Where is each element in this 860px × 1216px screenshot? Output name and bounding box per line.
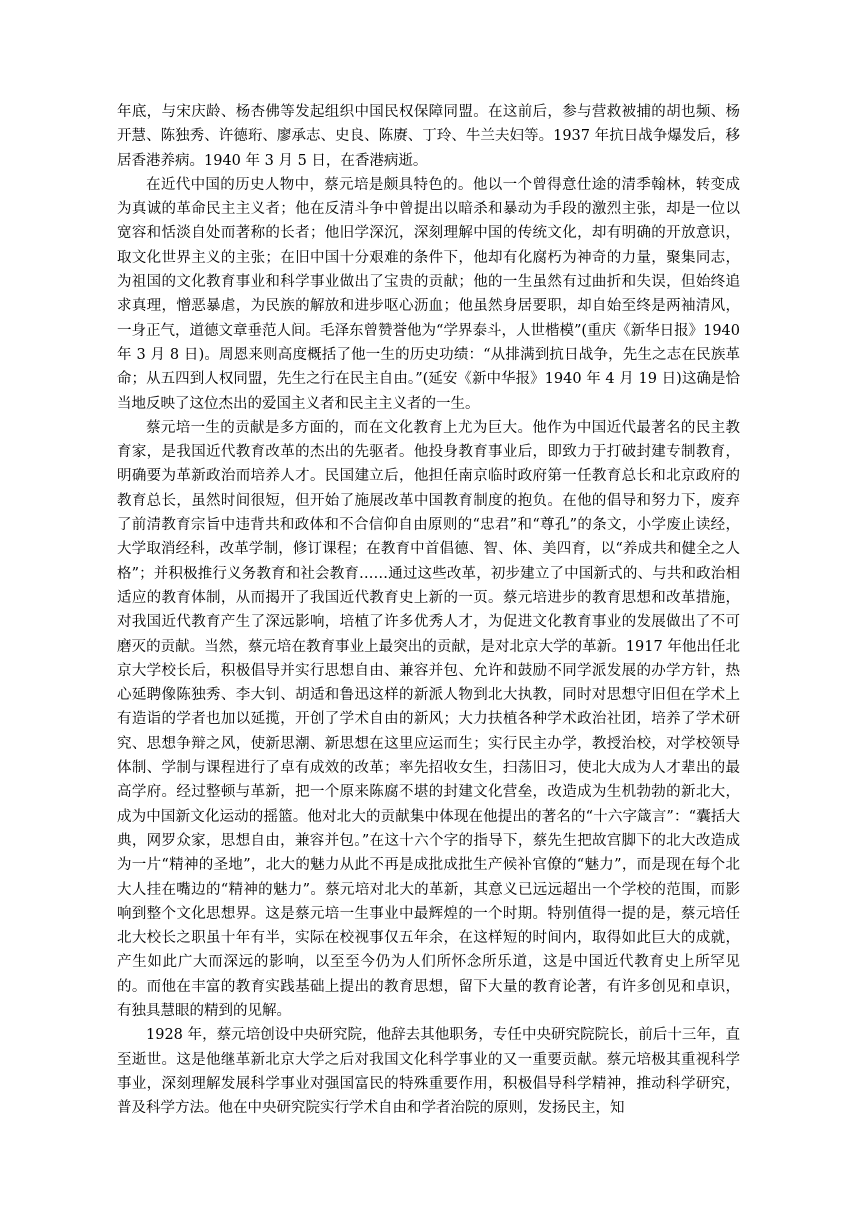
paragraph-continuation: 年底，与宋庆龄、杨杏佛等发起组织中国民权保障同盟。在这前后，参与营救被捕的胡也频、杨开慧、陈独秀、许德珩、廖承志、史良、陈赓、丁玲、牛兰夫妇等。1937 年抗日战争爆发后，移居香港养病。1940 年 3 月 5 日，在香港病逝。 xyxy=(117,104,740,169)
paragraph-education-contribution: 蔡元培一生的贡献是多方面的，而在文化教育上尤为巨大。他作为中国近代最著名的民主教育家，是我国近代教育改革的杰出的先驱者。他投身教育事业后，即致力于打破封建专制教育，明确要为革新政治而培养人才。民国建立后，他担任南京临时政府第一任教育总长和北京政府的教育总长，虽然时间很短，但开始了施展改革中国教育制度的抱负。在他的倡导和努力下，废弃了前清教育宗旨中违背共和政体和不合信仰自由原则的“忠君”和“尊孔”的条文，小学废止读经，大学取消经科，改革学制，修订课程；在教育中首倡德、智、体、美四育，以“养成共和健全之人格”；并积极推行义务教育和社会教育……通过这些改革，初步建立了中国新式的、与共和政治相适应的教育体制，从而揭开了我国近代教育史上新的一页。蔡元培进步的教育思想和改革措施，对我国近代教育产生了深远影响，培植了许多优秀人才，为促进文化教育事业的发展做出了不可磨灭的贡献。当然，蔡元培在教育事业上最突出的贡献，是对北京大学的革新。1917 年他出任北京大学校长后，积极倡导并实行思想自由、兼容并包、允许和鼓励不同学派发展的办学方针，热心延聘像陈独秀、李大钊、胡适和鲁迅这样的新派人物到北大执教，同时对思想守旧但在学术上有造诣的学者也加以延揽，开创了学术自由的新风；大力扶植各种学术政治社团，培养了学术研究、思想争辩之风，使新思潮、新思想在这里应运而生；实行民主办学，教授治校，对学校领导体制、学制与课程进行了卓有成效的改革；率先招收女生，扫荡旧习，使北大成为人才辈出的最高学府。经过整顿与革新，把一个原来陈腐不堪的封建文化营垒，改造成为生机勃勃的新北大，成为中国新文化运动的摇篮。他对北大的贡献集中体现在他提出的著名的“十六字箴言”：“囊括大典，网罗众家，思想自由，兼容并包。”在这十六个字的指导下，蔡先生把故宫脚下的北大改造成为一片“精神的圣地”，北大的魅力从此不再是成批成批生产候补官僚的“魅力”，而是现在每个北大人挂在嘴边的“精神的魅力”。蔡元培对北大的革新，其意义已远远超出一个学校的范围，而影响到整个文化思想界。这是蔡元培一生事业中最辉煌的一个时期。特别值得一提的是，蔡元培任北大校长之职虽十年有半，实际在校视事仅五年余，在这样短的时间内，取得如此巨大的成就，产生如此广大而深远的影响，以至至今仍为人们所怀念所乐道，这是中国近代教育史上所罕见的。而他在丰富的教育实践基础上提出的教育思想，留下大量的教育论著，有许多创见和卓识，有独具慧眼的精到的见解。 xyxy=(117,419,740,1019)
paragraph-academia-sinica: 1928 年，蔡元培创设中央研究院，他辞去其他职务，专任中央研究院院长，前后十三年，直至逝世。这是他继革新北京大学之后对我国文化科学事业的又一重要贡献。蔡元培极其重视科学事业，深刻理解发展科学事业对强国富民的特殊重要作用，积极倡导科学精神，推动科学研究，普及科学方法。他在中央研究院实行学术自由和学者治院的原则，发扬民主，知 xyxy=(117,1027,740,1117)
document-body xyxy=(117,100,740,1120)
paragraph-historical-figure: 在近代中国的历史人物中，蔡元培是颇具特色的。他以一个曾得意仕途的清季翰林，转变成为真诚的革命民主主义者；他在反清斗争中曾提出以暗杀和暴动为手段的激烈主张，却是一位以宽容和恬淡自处而著称的长者；他旧学深沉，深刻理解中国的传统文化，却有明确的开放意识，取文化世界主义的主张；在旧中国十分艰难的条件下，他却有化腐朽为神奇的力量，聚集同志，为祖国的文化教育事业和科学事业做出了宝贵的贡献；他的一生虽然有过曲折和失误，但始终追求真理，憎恶暴虐，为民族的解放和进步呕心沥血；他虽然身居要职，却自始至终是两袖清风，一身正气，道德文章垂范人间。毛泽东曾赞誉他为“学界泰斗，人世楷模”(重庆《新华日报》1940 年 3 月 8 日)。周恩来则高度概括了他一生的历史功绩：“从排满到抗日战争，先生之志在民族革命；从五四到人权同盟，先生之行在民主自由。”(延安《新中华报》1940 年 4 月 19 日)这确是恰当地反映了这位杰出的爱国主义者和民主主义者的一生。 xyxy=(117,176,740,412)
